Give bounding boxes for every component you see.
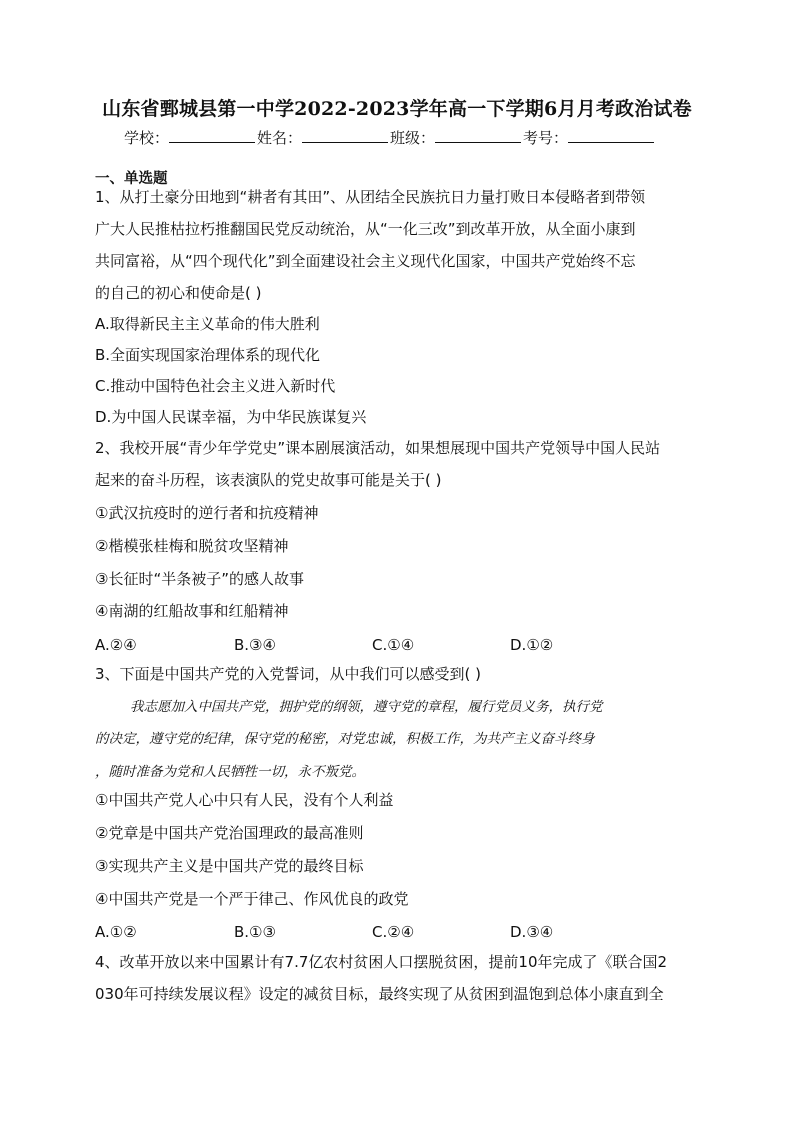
- q1-option-c: C.推动中国特色社会主义进入新时代: [95, 377, 336, 395]
- student-info-row: [124, 126, 656, 148]
- class-label: 班级：: [390, 129, 436, 147]
- q1-stem-line: 广大人民推枯拉朽推翻国民党反动统治，从“一化三改”到改革开放，从全面小康到: [95, 220, 636, 238]
- q2-statement-4: ④南湖的红船故事和红船精神: [95, 602, 289, 620]
- q2-stem-line: 起来的奋斗历程，该表演队的党史故事可能是关于( ): [95, 471, 442, 489]
- q3-statement-2: ②党章是中国共产党治国理政的最高准则: [95, 824, 364, 842]
- q3-oath-line: ，随时准备为党和人民牺牲一切，永不叛党。: [95, 764, 365, 780]
- exam-title: 山东省鄄城县第一中学2022-2023学年高一下学期6月月考政治试卷: [102, 98, 692, 120]
- q1-option-a: A.取得新民主主义革命的伟大胜利: [95, 315, 320, 333]
- q1-option-d: D.为中国人民谋幸福，为中华民族谋复兴: [95, 408, 367, 426]
- q2-choice-a: A.②④: [95, 636, 137, 654]
- q1-stem-line: 1、从打土豪分田地到“耕者有其田”、从团结全民族抗日力量打败日本侵略者到带领: [95, 188, 646, 206]
- q4-stem-line: 030年可持续发展议程》设定的减贫目标，最终实现了从贫困到温饱到总体小康直到全: [95, 985, 664, 1003]
- exam-number-label: 考号：: [523, 129, 569, 147]
- name-blank[interactable]: [302, 126, 388, 143]
- exam-number-blank[interactable]: [568, 126, 654, 143]
- q2-stem-line: 2、我校开展“青少年学党史”课本剧展演活动，如果想展现中国共产党领导中国人民站: [95, 439, 661, 457]
- q3-statement-3: ③实现共产主义是中国共产党的最终目标: [95, 857, 364, 875]
- school-label: 学校：: [124, 129, 170, 147]
- q3-stem-line: 3、下面是中国共产党的入党誓词，从中我们可以感受到( ): [95, 665, 482, 683]
- q1-stem-line: 共同富裕，从“四个现代化”到全面建设社会主义现代化国家，中国共产党始终不忘: [95, 252, 636, 270]
- name-label: 姓名：: [257, 129, 303, 147]
- q3-choice-b: B.①③: [234, 923, 276, 941]
- q2-statement-2: ②楷模张桂梅和脱贫攻坚精神: [95, 537, 289, 555]
- q2-statement-3: ③长征时“半条被子”的感人故事: [95, 570, 304, 588]
- q2-choice-d: D.①②: [510, 636, 554, 654]
- q3-choice-c: C.②④: [372, 923, 415, 941]
- section-heading: 一、单选题: [95, 171, 168, 187]
- q3-statement-4: ④中国共产党是一个严于律己、作风优良的政党: [95, 890, 409, 908]
- q2-choice-c: C.①④: [372, 636, 415, 654]
- q3-oath-line: 的决定，遵守党的纪律，保守党的秘密，对党忠诚，积极工作，为共产主义奋斗终身: [95, 731, 595, 747]
- q3-statement-1: ①中国共产党人心中只有人民，没有个人利益: [95, 791, 394, 809]
- q2-statement-1: ①武汉抗疫时的逆行者和抗疫精神: [95, 504, 319, 522]
- q1-stem-line: 的自己的初心和使命是( ): [95, 284, 262, 302]
- class-blank[interactable]: [435, 126, 521, 143]
- q3-oath-line: 我志愿加入中国共产党，拥护党的纲领，遵守党的章程，履行党员义务，执行党: [130, 699, 603, 715]
- school-blank[interactable]: [169, 126, 255, 143]
- q3-choice-a: A.①②: [95, 923, 137, 941]
- q3-choice-d: D.③④: [510, 923, 554, 941]
- q1-option-b: B.全面实现国家治理体系的现代化: [95, 346, 321, 364]
- q2-choice-b: B.③④: [234, 636, 276, 654]
- q4-stem-line: 4、改革开放以来中国累计有7.7亿农村贫困人口摆脱贫困，提前10年完成了《联合国2: [95, 953, 668, 971]
